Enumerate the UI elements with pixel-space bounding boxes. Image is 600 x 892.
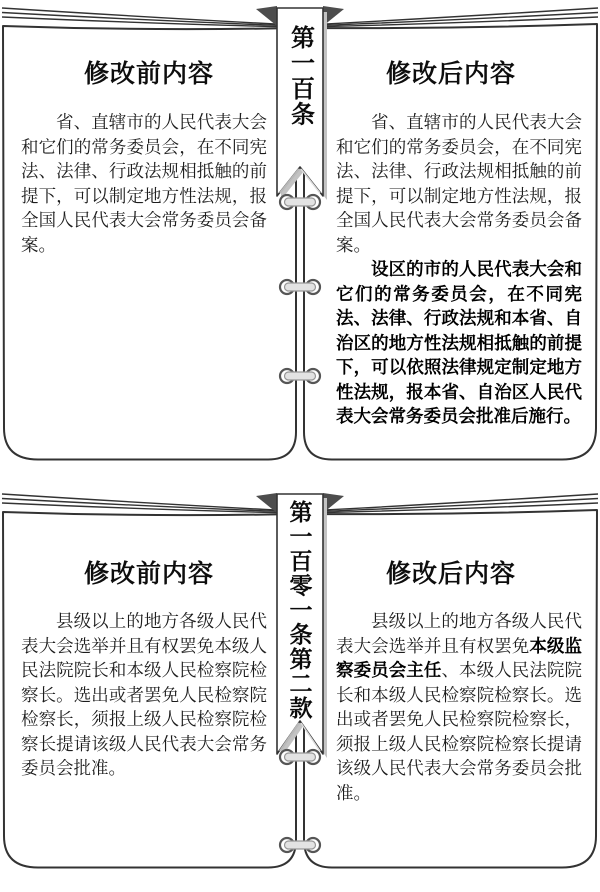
before-title: 修改前内容 [83, 60, 214, 88]
paragraph [336, 609, 582, 805]
paragraph: 省、直辖市的人民代表大会和它们的常务委员会，在不同宪法、法律、行政法规相抵触的前提下，可以制定地方性法规，报全国人民代表大会常务委员会备案。 [21, 112, 267, 255]
after-text [336, 609, 582, 805]
binder-ring [280, 195, 320, 209]
after-title: 修改后内容 [385, 60, 516, 88]
panel-article-101-2 [0, 492, 600, 892]
binder-ring [280, 750, 320, 764]
after-text [336, 110, 582, 429]
after-title: 修改后内容 [385, 560, 516, 588]
binder-ring [280, 369, 320, 383]
text-segment-added: 本级监察委员会主任 [336, 635, 583, 680]
text-segment: 、本级人民法院院长和本级人民检察院检察长。选出或者罢免人民检察院检察长，须报上级人民检察院检察长提请该级人民代表大会常务委员会批准。 [336, 660, 583, 803]
before-text [21, 110, 267, 257]
before-title: 修改前内容 [83, 560, 214, 588]
article-number-ribbon-label: 第一百零一条第二款 [286, 500, 313, 721]
text-segment: 县级以上的地方各级人民代表大会选举并且有权罢免 [336, 611, 582, 656]
binder-ring [280, 838, 320, 852]
article-number-ribbon-label: 第一百条 [286, 25, 314, 127]
paragraph: 县级以上的地方各级人民代表大会选举并且有权罢免本级人民法院院长和本级人民检察院检察长。选出或者罢免人民检察院检察长，须报上级人民检察院检察长提请该级人民代表大会常务委员会批准。 [21, 611, 267, 778]
paragraph-added: 设区的市的人民代表大会和它们的常务委员会，在不同宪法、法律、行政法规和本省、自治区的地方性法规相抵触的前提下，可以依照法律规定制定地方性法规，报本省、自治区人民代表大会常务委员会批准后施行。 [336, 259, 582, 426]
binder-ring [280, 280, 320, 294]
paragraph: 省、直辖市的人民代表大会和它们的常务委员会，在不同宪法、法律、行政法规相抵触的前提下，可以制定地方性法规，报全国人民代表大会常务委员会备案。 [336, 112, 582, 255]
before-text [21, 609, 267, 781]
